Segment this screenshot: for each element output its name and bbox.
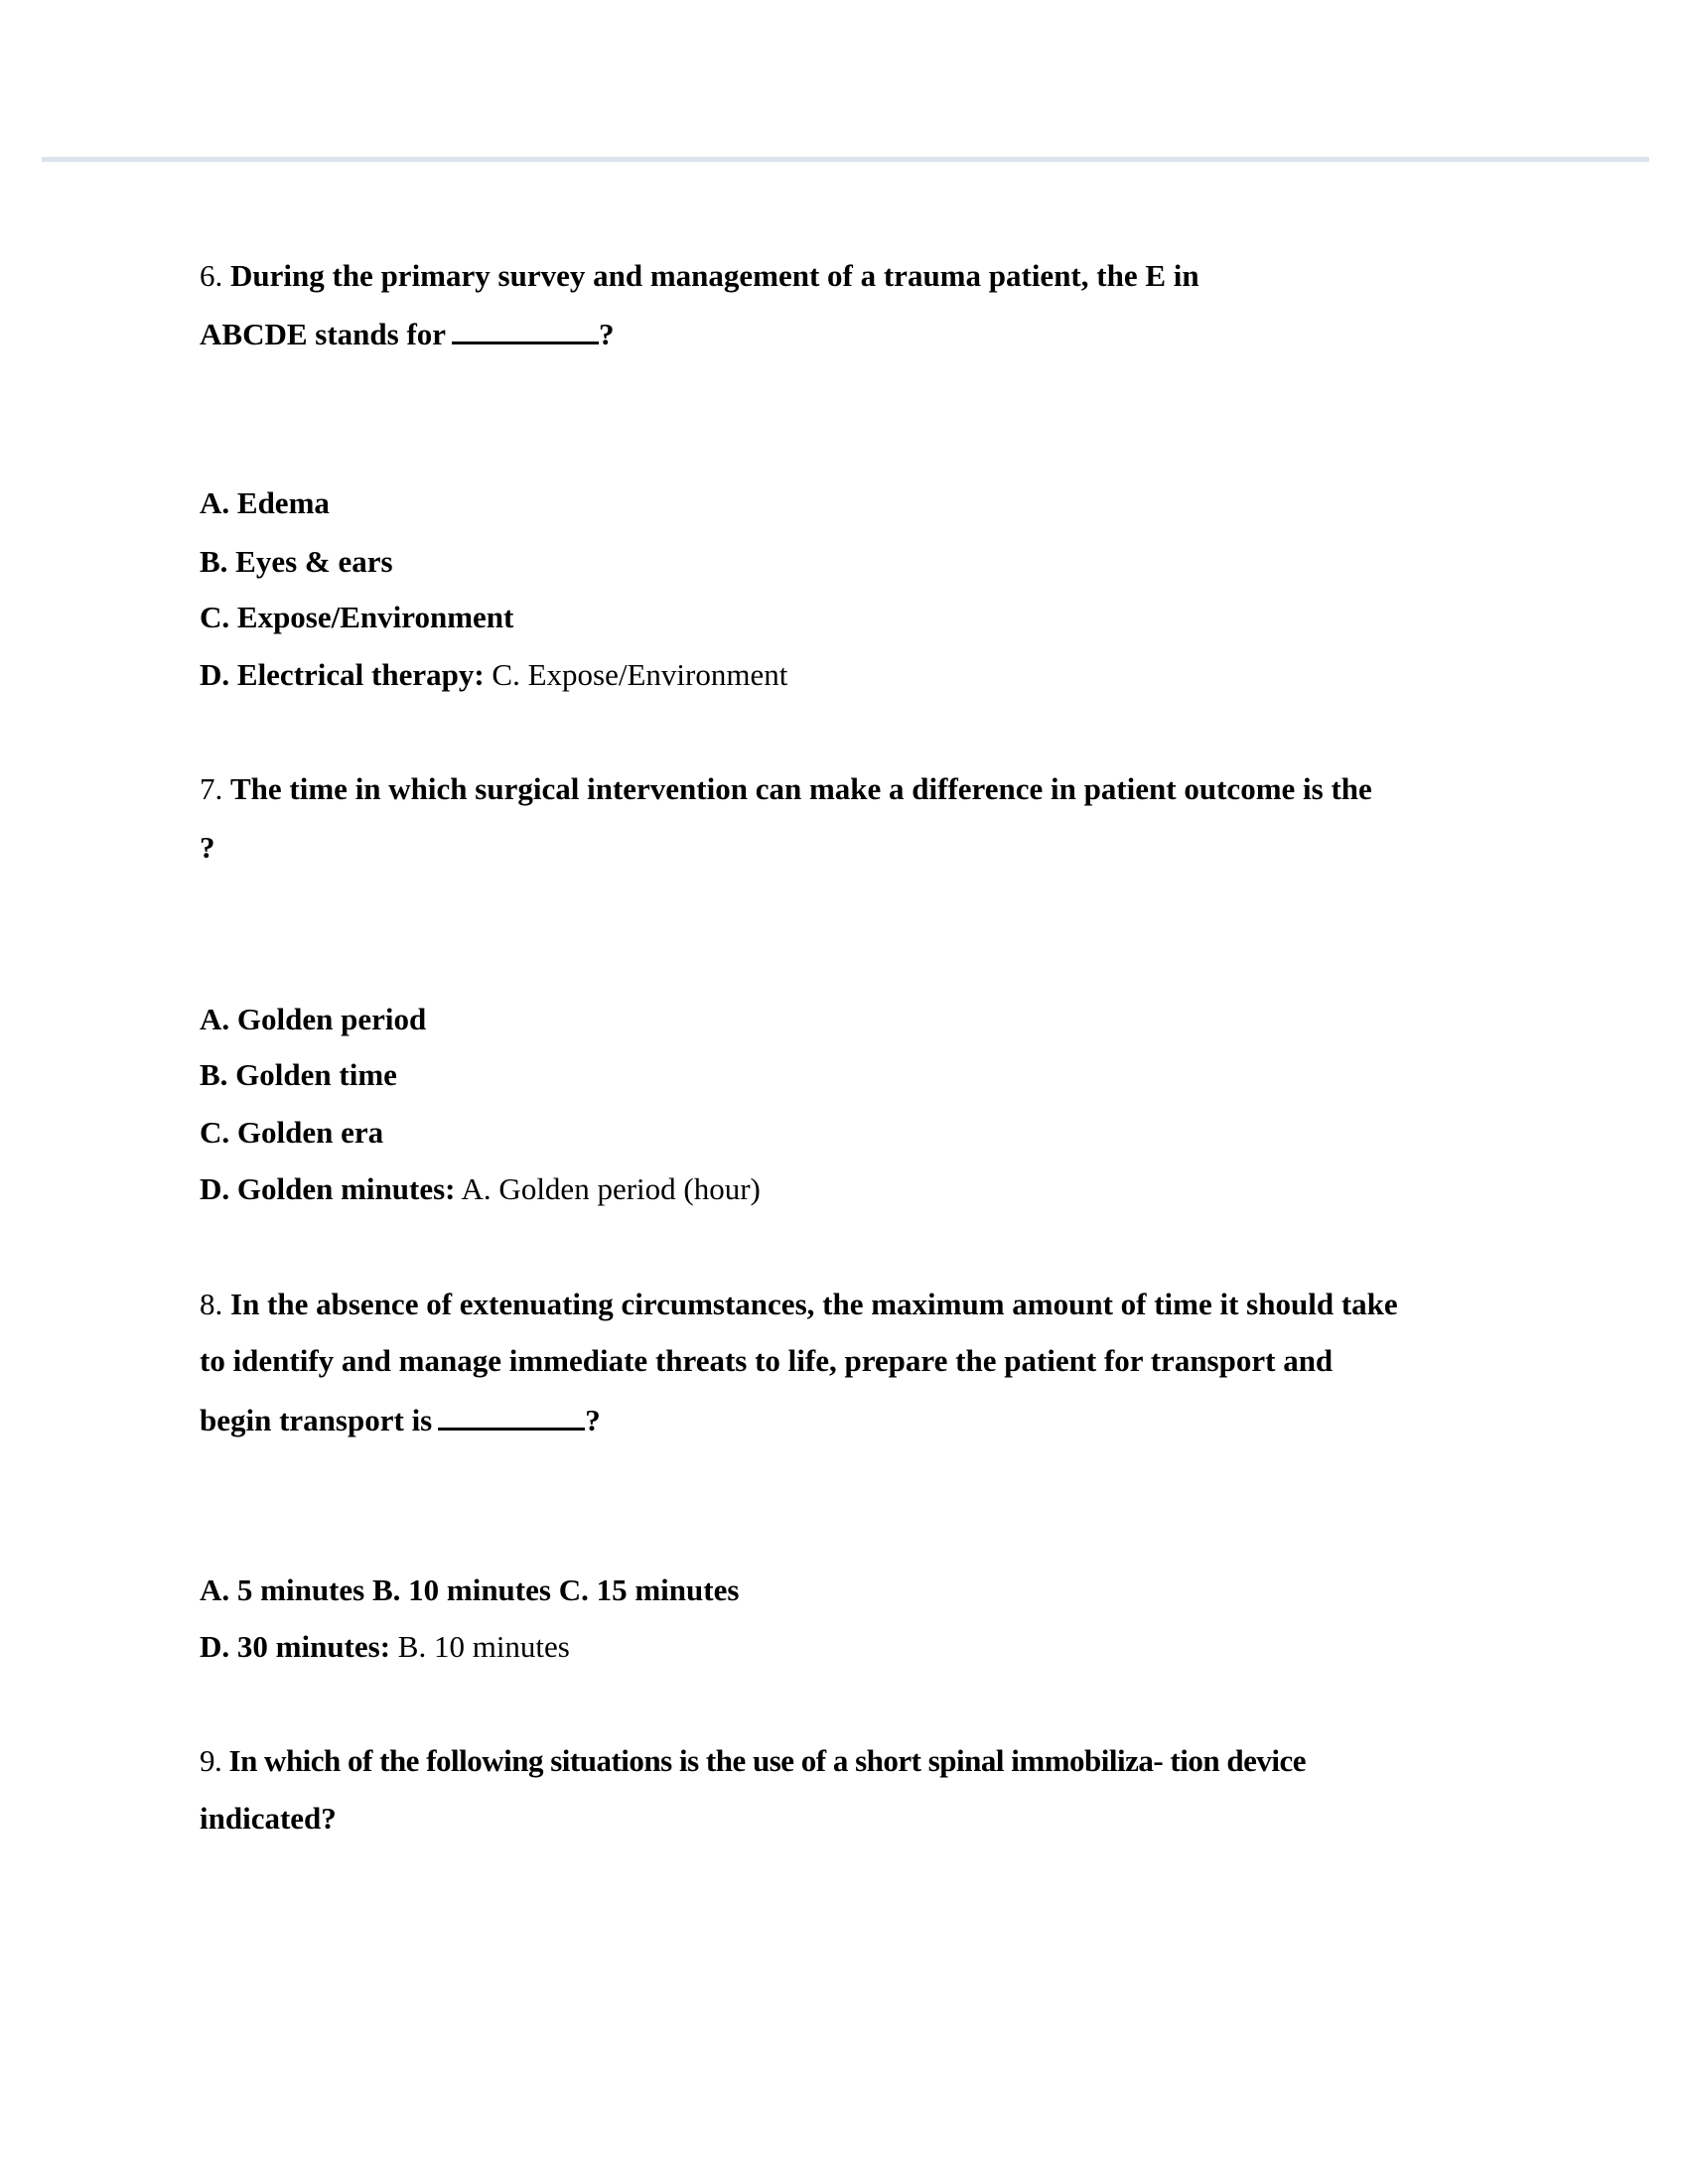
option: D. 30 minutes: — [200, 1629, 391, 1664]
question-mark: ? — [585, 1403, 601, 1437]
option-with-answer — [200, 1169, 761, 1209]
option: D. Golden minutes: — [200, 1171, 456, 1206]
answer-blank — [438, 1400, 585, 1431]
question-line: During the primary survey and management of a trauma patient, the E in — [230, 258, 1199, 293]
question-text: to identify and manage immediate threats to life, prepare the patient for transport and — [200, 1343, 1334, 1378]
question-text: ? — [200, 830, 215, 865]
option-with-answer — [200, 655, 787, 695]
answer: C. Expose/Environment — [492, 657, 788, 692]
question-line: In the absence of extenuating circumstances, the maximum amount of time it should take — [230, 1287, 1398, 1321]
question-line: ABCDE stands for — [200, 317, 447, 351]
question-number: 7. — [200, 771, 223, 806]
question-mark: ? — [599, 317, 615, 351]
header-divider — [42, 157, 1649, 162]
option: C. Golden era — [200, 1115, 384, 1150]
question-number: 8. — [200, 1287, 223, 1321]
option: C. Expose/Environment — [200, 600, 514, 634]
question-line: begin transport is — [200, 1403, 433, 1437]
question-text — [200, 256, 1199, 296]
question-number: 6. — [200, 258, 223, 293]
question-line: The time in which surgical intervention can make a difference in patient outcome is the — [230, 771, 1372, 806]
question-text — [200, 1285, 1398, 1324]
question-text — [200, 1400, 601, 1439]
answer: B. 10 minutes — [397, 1629, 570, 1664]
question-line: In which of the following situations is the use of a short spinal immobiliza- tion device — [228, 1743, 1306, 1778]
option: A. Golden period — [200, 1002, 427, 1036]
question-text — [200, 314, 615, 353]
option: A. Edema — [200, 485, 330, 520]
option: B. Eyes & ears — [200, 544, 393, 579]
answer-blank — [452, 314, 599, 344]
question-text — [200, 769, 1372, 809]
question-text — [200, 1741, 1306, 1781]
option: A. 5 minutes B. 10 minutes C. 15 minutes — [200, 1572, 740, 1607]
option-with-answer — [200, 1627, 570, 1667]
question-number: 9. — [200, 1743, 222, 1778]
option: B. Golden time — [200, 1057, 397, 1092]
answer: A. Golden period (hour) — [461, 1171, 761, 1206]
question-text: indicated? — [200, 1801, 337, 1836]
option: D. Electrical therapy: — [200, 657, 485, 692]
